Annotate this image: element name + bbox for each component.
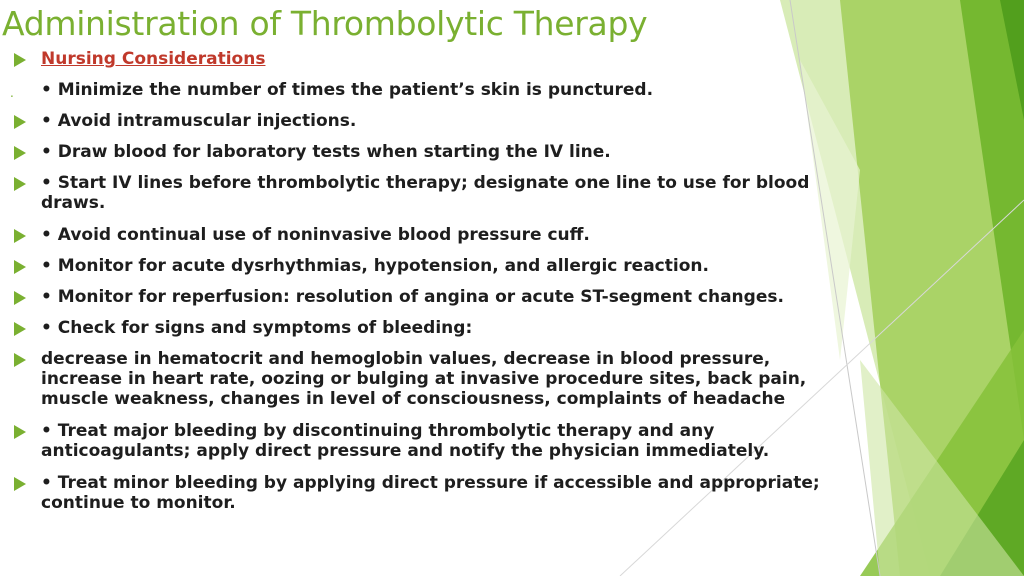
bullet-line: • Check for signs and symptoms of bleeding: xyxy=(41,318,473,338)
slide-title: Administration of Thrombolytic Therapy xyxy=(2,4,648,43)
bullet-item xyxy=(14,111,874,133)
bullet-item xyxy=(14,142,874,164)
bullet-line: • Avoid intramuscular injections. xyxy=(41,111,357,131)
triangle-right-icon xyxy=(14,353,26,367)
bullet-line: • Treat minor bleeding by applying direct pressure if accessible and appropriate; xyxy=(41,473,820,493)
bullet-item xyxy=(14,349,874,411)
bullet-line: continue to monitor. xyxy=(41,493,236,513)
bullet-line: decrease in hematocrit and hemoglobin values, decrease in blood pressure, xyxy=(41,349,771,369)
bullet-line: • Monitor for reperfusion: resolution of angina or acute ST-segment changes. xyxy=(41,287,784,307)
triangle-right-icon xyxy=(14,260,26,274)
triangle-right-icon xyxy=(14,177,26,191)
bullet-item xyxy=(10,80,874,102)
triangle-right-icon xyxy=(14,477,26,491)
triangle-right-icon xyxy=(14,146,26,160)
bullet-line: • Treat major bleeding by discontinuing thrombolytic therapy and any xyxy=(41,421,715,441)
small-dot-icon: . xyxy=(10,86,14,100)
triangle-right-icon xyxy=(14,291,26,305)
triangle-right-icon xyxy=(14,229,26,243)
bullet-item xyxy=(14,225,874,247)
triangle-right-icon xyxy=(14,322,26,336)
bullet-line: • Start IV lines before thrombolytic therapy; designate one line to use for blood xyxy=(41,173,810,193)
triangle-right-icon xyxy=(14,115,26,129)
bullet-line: • Minimize the number of times the patient’s skin is punctured. xyxy=(41,80,654,100)
bullet-item xyxy=(14,473,874,515)
bullet-line: muscle weakness, changes in level of consciousness, complaints of headache xyxy=(41,389,786,409)
bullet-item xyxy=(14,256,874,278)
bullet-item xyxy=(14,318,874,340)
triangle-right-icon xyxy=(14,53,26,67)
bullet-line: • Draw blood for laboratory tests when starting the IV line. xyxy=(41,142,611,162)
bullet-line: • Avoid continual use of noninvasive blood pressure cuff. xyxy=(41,225,590,245)
bullet-line: draws. xyxy=(41,193,106,213)
bullet-item xyxy=(14,287,874,309)
bullet-line: anticoagulants; apply direct pressure and notify the physician immediately. xyxy=(41,441,770,461)
bullet-line: increase in heart rate, oozing or bulging at invasive procedure sites, back pain, xyxy=(41,369,807,389)
subtitle: Nursing Considerations xyxy=(41,49,266,69)
bullet-line: • Monitor for acute dysrhythmias, hypotension, and allergic reaction. xyxy=(41,256,709,276)
bullet-item xyxy=(14,421,874,463)
triangle-right-icon xyxy=(14,425,26,439)
bullet-item xyxy=(14,173,874,215)
